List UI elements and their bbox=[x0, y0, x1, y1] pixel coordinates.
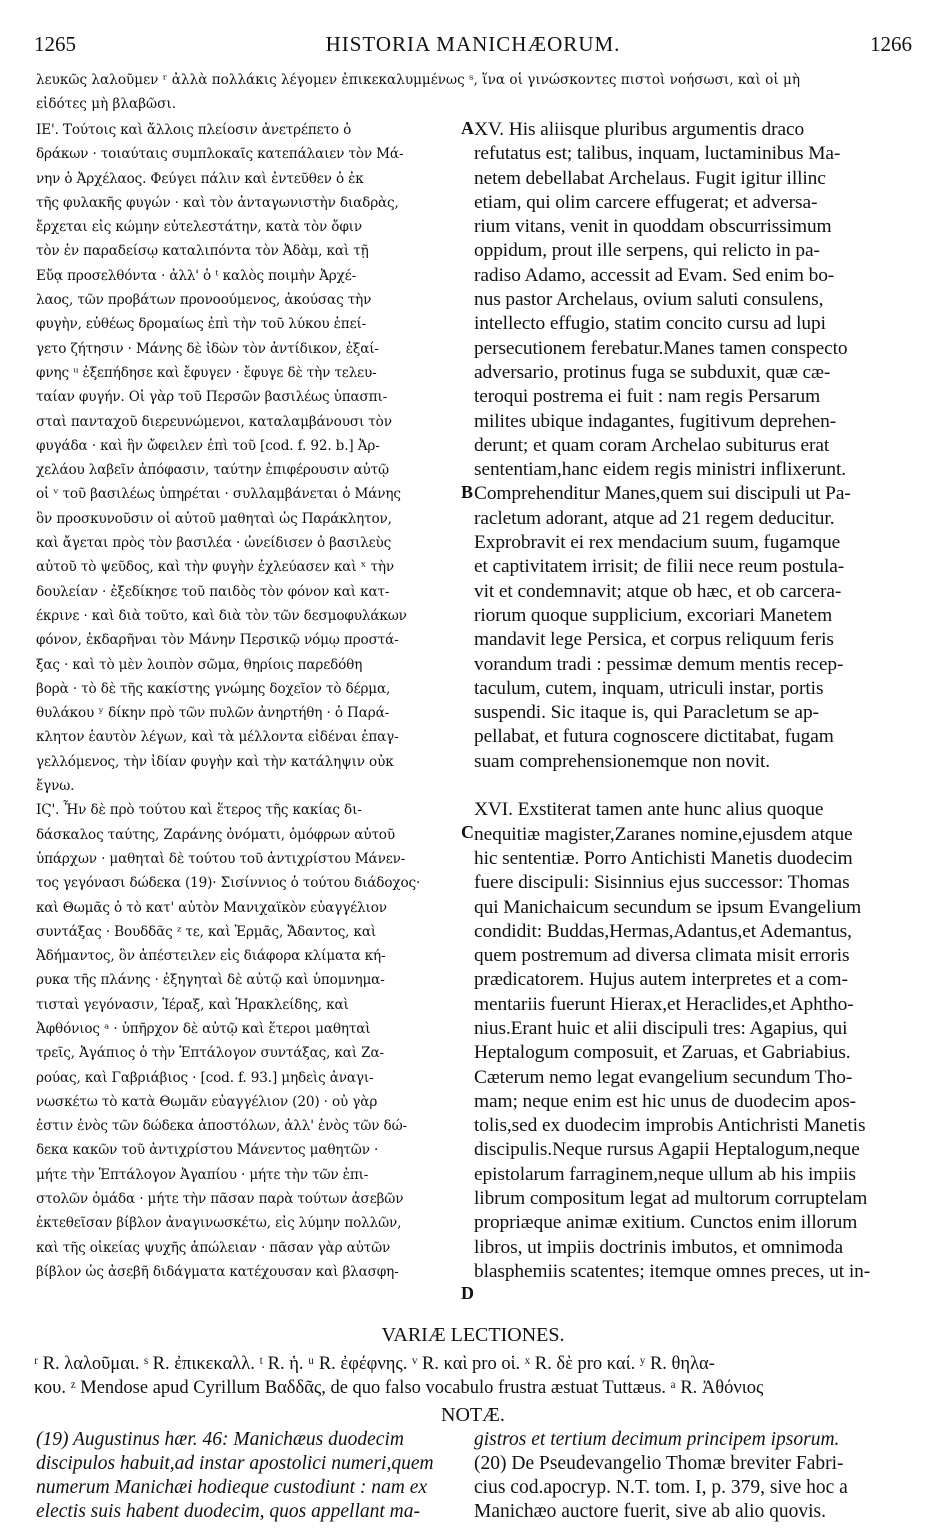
latin-line: netem debellabat Archelaus. Fugit igitur illinc bbox=[474, 167, 826, 189]
greek-line: δεκα κακῶν τοῦ ἀντιχρίστου Μάνεντος μαθητῶν · bbox=[36, 1142, 379, 1159]
greek-line: ταίαν φυγήν. Οἱ γὰρ τοῦ Περσῶν βασιλέως ὑπασπι- bbox=[36, 389, 388, 406]
greek-line: τος γεγόνασι δώδεκα (19)· Σισίννιος ὁ τούτου διάδοχος· bbox=[36, 875, 421, 892]
latin-line: oppidum, prout ille serpens, qui relicto in pa- bbox=[474, 240, 820, 262]
greek-line: Ἀδήμαντος, ὃν ἀπέστειλεν εἰς διάφορα κλίματα κή- bbox=[36, 948, 386, 965]
greek-line: τῆς φυλακῆς φυγών · καὶ τὸν ἀνταγωνιστὴν διαδρὰς, bbox=[36, 194, 399, 211]
notae-heading: NOTÆ. bbox=[441, 1404, 505, 1426]
greek-line: ἔρχεται εἰς κώμην εὐτελεστάτην, κατὰ τὸν ὄφιν bbox=[36, 219, 362, 236]
greek-line: οἱ ᵛ τοῦ βασιλέως ὑπηρέται · συλλαμβάνεται ὁ Μάνης bbox=[36, 486, 401, 503]
greek-line: μήτε τὴν Ἑπτάλογον Ἀγαπίου · μήτε τὴν τῶν ἐπι- bbox=[36, 1166, 369, 1183]
latin-line: refutatus est; talibus, inquam, luctaminibus Ma- bbox=[474, 143, 841, 165]
latin-line: blasphemiis scatentes; itemque omnes preces, ut in- bbox=[474, 1260, 871, 1282]
greek-line: βίβλον ὡς ἀσεβῆ διδάγματα κατέχουσαν καὶ βλασφη- bbox=[36, 1263, 399, 1280]
note-line: electis suis habent duodecim, quos appellant ma- bbox=[36, 1501, 420, 1522]
greek-top-line: εἰδότες μὴ βλαβῶσι. bbox=[36, 96, 177, 113]
margin-letter-a: A bbox=[461, 118, 474, 138]
margin-letter-d: D bbox=[461, 1283, 474, 1303]
latin-line: Comprehenditur Manes,quem sui discipuli ut Pa- bbox=[474, 483, 851, 505]
latin-line: librum compositum legat ad multorum corruptelam bbox=[474, 1188, 868, 1210]
notes-right bbox=[474, 1428, 914, 1524]
greek-line: ὑπάρχων · μαθηταὶ δὲ τούτου τοῦ ἀντιχρίστου Μάνεν- bbox=[36, 850, 406, 867]
latin-line: et captivitatem irrisit; de filii nece reum postula- bbox=[474, 556, 845, 578]
greek-line: καὶ τῆς οἰκείας ψυχῆς ἀπώλειαν · πᾶσαν γὰρ αὐτῶν bbox=[36, 1239, 391, 1256]
latin-line: nius.Erant huic et alii discipuli tres: Agapius, qui bbox=[474, 1017, 848, 1039]
latin-line: mentariis fuerunt Hierax,et Heraclides,et Aphtho- bbox=[474, 993, 854, 1015]
running-header bbox=[34, 32, 912, 60]
latin-line: nus pastor Archelaus, ovium saluti consulens, bbox=[474, 289, 824, 311]
latin-line: fuere discipuli: Sisinnius ejus successor: Thomas bbox=[474, 872, 850, 894]
latin-line: taculum, cutem, inquam, utriculi instar, portis bbox=[474, 677, 824, 699]
latin-line: XV. His aliisque pluribus argumentis draco bbox=[474, 119, 805, 140]
note-line: gistros et tertium decimum principem ipsorum. bbox=[474, 1429, 840, 1450]
margin-letter-b: B bbox=[461, 482, 474, 502]
greek-top-line: λευκῶς λαλοῦμεν ʳ ἀλλὰ πολλάκις λέγομεν ἐπικεκαλυμμένως ˢ, ἵνα οἱ γινώσκοντες πιστοὶ νοήσωσι, καὶ οἱ μὴ bbox=[36, 72, 800, 88]
greek-line: χελάου λαβεῖν ἀπόφασιν, ταύτην ἐπιφέρουσιν αὐτῷ bbox=[36, 462, 389, 479]
greek-line: βορὰ · τὸ δὲ τῆς κακίστης γνώμης δοχεῖον τὸ δέρμα, bbox=[36, 680, 391, 697]
latin-line: nequitiæ magister,Zaranes nomine,ejusdem atque bbox=[474, 823, 853, 845]
note-line: discipulos habuit,ad instar apostolici numeri,quem bbox=[36, 1453, 434, 1474]
greek-line: ΙΕ'. Τούτοις καὶ ἄλλοις πλείοσιν ἀνετρέπετο ὁ bbox=[36, 122, 352, 138]
latin-line: quem postremum ad diversa climata misit erroris bbox=[474, 945, 850, 967]
latin-line: qui Manichaicum secundum se ipsum Evangelium bbox=[474, 896, 862, 918]
latin-line: persecutionem ferebatur.Manes tamen conspecto bbox=[474, 337, 848, 359]
greek-line: κλητον ἑαυτὸν λέγων, καὶ τὰ μέλλοντα εἰδέναι ἐπαγ- bbox=[36, 729, 399, 746]
latin-line: teroqui postrema ei fuit : nam regis Persarum bbox=[474, 386, 821, 408]
page-number-left: 1265 bbox=[34, 32, 76, 56]
page-number-right: 1266 bbox=[870, 32, 912, 56]
latin-line: intellecto effugio, statim concito cursu ad lupi bbox=[474, 313, 826, 335]
latin-line: propriæque animæ exitium. Cunctos enim illorum bbox=[474, 1212, 858, 1234]
latin-line: condidit: Buddas,Hermas,Adantus,et Ademantus, bbox=[474, 920, 852, 942]
variae-line: κου. ᶻ Mendose apud Cyrillum Βαδδᾶς, de quo falso vocabulo frustra æstuat Tuttæus. ᵃ R. Ἀθόνιος bbox=[34, 1378, 764, 1398]
latin-line: discipulis.Neque rursus Agapii Heptalogum,neque bbox=[474, 1139, 860, 1161]
latin-line: Heptalogum composuit, et Zaruas, et Gabriabius. bbox=[474, 1042, 851, 1064]
latin-line: adversario, protinus fuga se subduxit, quæ cæ- bbox=[474, 361, 831, 383]
greek-line: δάσκαλος ταύτης, Ζαράνης ὀνόματι, ὁμόφρων αὐτοῦ bbox=[36, 826, 395, 843]
greek-line: ἐκτεθεῖσαν βίβλον ἀναγινωσκέτω, εἰς λύμην πολλῶν, bbox=[36, 1215, 402, 1232]
greek-top-lines bbox=[36, 68, 916, 117]
margin-letter-c: C bbox=[461, 822, 474, 842]
notes-left bbox=[36, 1428, 466, 1524]
greek-line: ρούας, καὶ Γαβριάβιος · [cod. f. 93.] μηδεὶς ἀναγι- bbox=[36, 1069, 374, 1086]
greek-line: στολῶν ὁμάδα · μήτε τὴν πᾶσαν παρὰ τούτων ἀσεβῶν bbox=[36, 1191, 404, 1208]
greek-line: λαος, τῶν προβάτων προνοούμενος, ἀκούσας τὴν bbox=[36, 292, 372, 309]
page-title: HISTORIA MANICHÆORUM. bbox=[325, 32, 621, 56]
greek-line: φυγὴν, εὐθέως δρομαίως ἐπὶ τὴν τοῦ λύκου ἐπεί- bbox=[36, 316, 367, 333]
greek-line: νην ὁ Ἀρχέλαος. Φεύγει πάλιν καὶ ἐντεῦθεν ὁ ἐκ bbox=[36, 170, 364, 187]
latin-line: mam; neque enim est hic unus de duodecim apos- bbox=[474, 1090, 857, 1112]
greek-line: θυλάκου ʸ δίκην πρὸ τῶν πυλῶν ἀνηρτήθη · ὁ Παρά- bbox=[36, 705, 390, 722]
latin-line: Exprobravit ei rex mendacium suum, fugamque bbox=[474, 532, 841, 554]
latin-line: suspendi. Sic itaque is, qui Paracletum se ap- bbox=[474, 702, 819, 724]
greek-line: καὶ ἄγεται πρὸς τὸν βασιλέα · ὠνείδισεν ὁ βασιλεὺς bbox=[36, 535, 392, 552]
greek-line: Εὔᾳ προσελθόντα · ἀλλ' ὁ ᵗ καλὸς ποιμὴν Ἀρχέ- bbox=[36, 267, 357, 284]
greek-line: συντάξας · Βουδδᾶς ᶻ τε, καὶ Ἑρμᾶς, Ἄδαντος, καὶ bbox=[36, 923, 377, 940]
greek-line: ΙϚ'. Ἦν δὲ πρὸ τούτου καὶ ἕτερος τῆς κακίας δι- bbox=[36, 802, 362, 819]
note-line: (20) De Pseudevangelio Thomæ breviter Fabri- bbox=[474, 1453, 844, 1474]
latin-line: vit et condemnavit; atque ob hæc, et ob carcera- bbox=[474, 580, 842, 602]
latin-line: radiso Adamo, accessit ad Evam. Sed enim bo- bbox=[474, 264, 835, 286]
greek-line: αὐτοῦ τὸ ψεῦδος, καὶ τὴν φυγὴν ἐχλεύασεν καὶ ˣ τὴν bbox=[36, 559, 394, 576]
latin-line: racletum adorant, atque ad 21 regem deducitur. bbox=[474, 507, 835, 529]
greek-line: τισταὶ γεγόνασιν, Ἱέραξ, καὶ Ἡρακλείδης, καὶ bbox=[36, 996, 349, 1013]
greek-column bbox=[36, 118, 464, 1284]
latin-line: hic sententiæ. Porro Antichisti Manetis duodecim bbox=[474, 847, 853, 869]
greek-line: δουλείαν · ἐξεδίκησε τοῦ παιδὸς τὸν φόνον καὶ κατ- bbox=[36, 583, 390, 600]
note-line: numerum Manichæi hodieque custodiunt : nam ex bbox=[36, 1477, 428, 1498]
latin-line: tolis,sed ex duodecim improbis Antichristi Manetis bbox=[474, 1115, 866, 1137]
latin-line: pellabat, et futura cognoscere dictitabat, fugam bbox=[474, 726, 834, 748]
greek-line: ξας · καὶ τὸ μὲν λοιπὸν σῶμα, θηρίοις παρεδόθη bbox=[36, 656, 363, 673]
latin-line: suam comprehensionemque non novit. bbox=[474, 750, 771, 772]
greek-line: Ἀφθόνιος ᵃ · ὑπῆρχον δὲ αὐτῷ καὶ ἕτεροι μαθηταὶ bbox=[36, 1020, 371, 1037]
greek-line: δράκων · τοιαύταις συμπλοκαῖς κατεπάλαιεν τὸν Μά- bbox=[36, 146, 404, 163]
latin-line: mandavit lege Persica, et corpus reliquum feris bbox=[474, 629, 834, 651]
variae-lines bbox=[34, 1352, 914, 1400]
greek-line: φνης ᵘ ἐξεπήδησε καὶ ἔφυγεν · ἔφυγε δὲ τὴν τελευ- bbox=[36, 364, 377, 381]
greek-line: φόνον, ἐκδαρῆναι τὸν Μάνην Περσικῷ νόμῳ προστά- bbox=[36, 632, 399, 649]
latin-line: sententiam,hanc eidem regis ministri inflixerunt. bbox=[474, 459, 847, 481]
latin-column bbox=[474, 118, 914, 1284]
latin-line: milites ubique indagantes, fugitivum deprehen- bbox=[474, 410, 837, 432]
latin-line: prædicatorem. Hujus autem interpretes et a com- bbox=[474, 969, 848, 991]
latin-line bbox=[474, 774, 914, 798]
greek-line: τὸν ἐν παραδείσῳ καταλιπόντα τὸν Ἀδὰμ, καὶ τῇ bbox=[36, 243, 369, 260]
note-line: (19) Augustinus hær. 46: Manichæus duodecim bbox=[36, 1429, 404, 1450]
latin-line: vorandum tradi : pessimæ demum mentis recep- bbox=[474, 653, 844, 675]
greek-line: ὃν προσκυνοῦσιν οἱ αὐτοῦ μαθηταὶ ὡς Παράκλητον, bbox=[36, 510, 392, 527]
greek-line: ρυκα τῆς πλάνης · ἐξηγηταὶ δὲ αὐτῷ καὶ ὑπομνημα- bbox=[36, 972, 385, 989]
note-line: Manichæo auctore fuerit, sive ab alio quovis. bbox=[474, 1501, 826, 1522]
latin-line: XVI. Exstiterat tamen ante hunc alius quoque bbox=[474, 799, 824, 821]
greek-line: σταὶ πανταχοῦ διερευνώμενοι, καταλαμβάνουσι τὸν bbox=[36, 413, 392, 430]
latin-line: derunt; et quam coram Archelao subiturus erat bbox=[474, 434, 830, 456]
latin-line: Cæterum nemo legat evangelium secundum Tho- bbox=[474, 1066, 853, 1088]
latin-line: rium vitans, venit in quoddam obscurrissimum bbox=[474, 216, 832, 238]
greek-line: γετο ζήτησιν · Μάνης δὲ ἰδὼν τὸν ἀντίδικον, ἐξαί- bbox=[36, 340, 379, 357]
greek-line: γελλόμενος, τὴν ἰδίαν φυγὴν καὶ τὴν κατάληψιν οὐκ bbox=[36, 753, 394, 770]
latin-line: riorum quoque supplicium, excoriari Manetem bbox=[474, 604, 833, 626]
greek-line: ἔγνω. bbox=[36, 778, 75, 795]
greek-line: ἐστιν ἑνὸς τῶν δώδεκα ἀποστόλων, ἀλλ' ἑνὸς τῶν δώ- bbox=[36, 1118, 407, 1135]
latin-line: etiam, qui olim carcere effugerat; et adversa- bbox=[474, 191, 818, 213]
greek-line: φυγάδα · καὶ ἣν ὤφειλεν ἐπὶ τοῦ [cod. f. 92. b.] Ἀρ- bbox=[36, 437, 380, 454]
greek-line: τρεῖς, Ἀγάπιος ὁ τὴν Ἑπτάλογον συντάξας, καὶ Ζα- bbox=[36, 1045, 384, 1062]
variae-line: ʳ R. λαλοῦμαι. ˢ R. ἐπικεκαλλ. ᵗ R. ἡ. ᵘ R. ἐφέφνης. ᵛ R. καὶ pro οἱ. ˣ R. δὲ pro καί. ʸ R. θηλα- bbox=[34, 1354, 715, 1374]
greek-line: καὶ Θωμᾶς ὁ τὸ κατ' αὐτὸν Μανιχαϊκὸν εὐαγγέλιον bbox=[36, 899, 387, 916]
latin-line: libros, ut impiis doctrinis imbutos, et omnimoda bbox=[474, 1236, 844, 1258]
note-line: cius cod.apocryp. N.T. tom. I, p. 379, sive hoc a bbox=[474, 1477, 848, 1498]
greek-line: νωσκέτω τὸ κατὰ Θωμᾶν εὐαγγέλιον (20) · οὐ γὰρ bbox=[36, 1093, 378, 1110]
variae-heading: VARIÆ LECTIONES. bbox=[381, 1324, 565, 1346]
latin-line: epistolarum farraginem,neque ullum ab his impiis bbox=[474, 1163, 856, 1185]
greek-line: έκρινε · καὶ διὰ τοῦτο, καὶ διὰ τὸν τῶν δεσμοφυλάκων bbox=[36, 607, 407, 624]
